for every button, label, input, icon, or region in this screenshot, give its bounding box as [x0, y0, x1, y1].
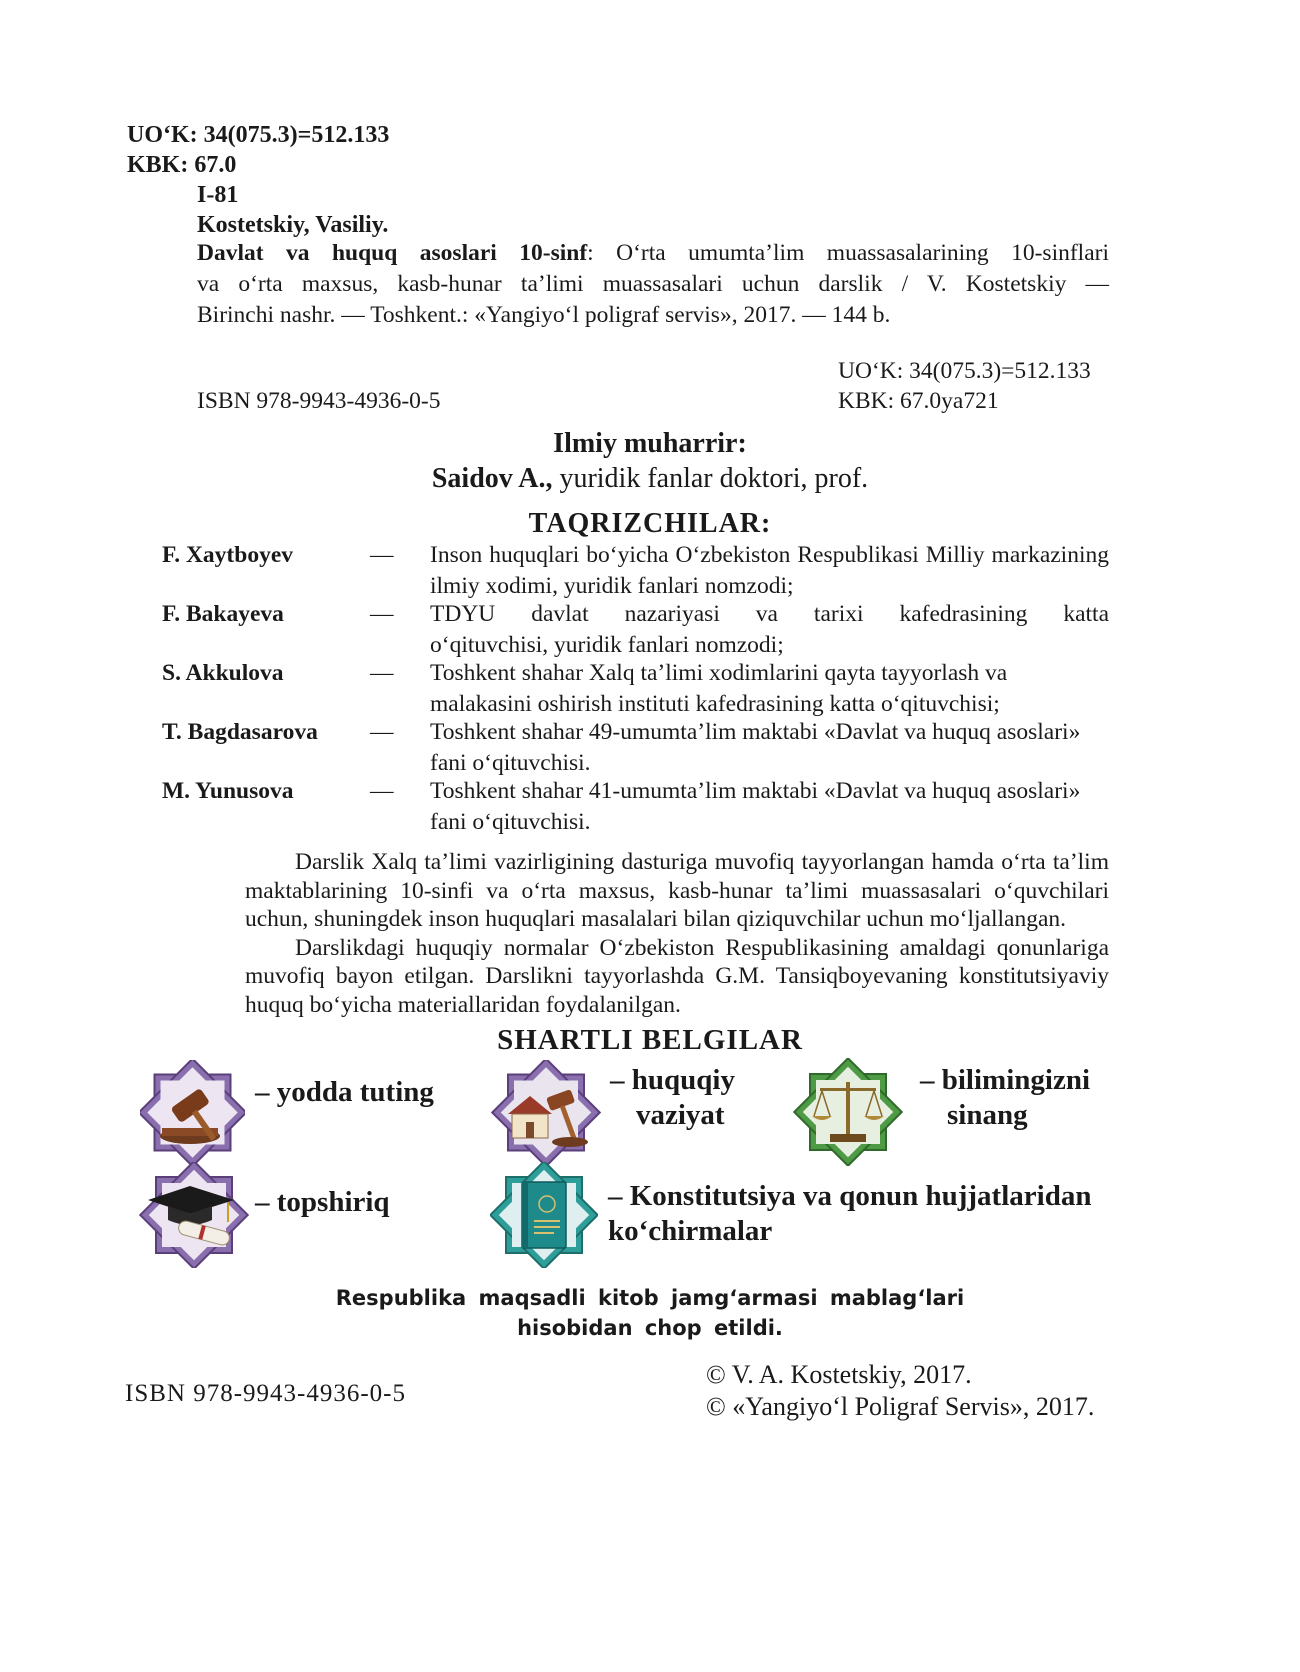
description-line: uchun, shuningdek inson huquqlari masalalari bilan qiziquvchilar uchun mo‘ljallangan. [245, 906, 1066, 932]
reviewer-dash: — [370, 542, 394, 568]
reviewer-desc-line: TDYU davlat nazariyasi va tarixi kafedrasining katta [430, 601, 1109, 627]
bib-line-1 [197, 238, 1109, 269]
reviewer-desc-line: o‘qituvchisi, yuridik fanlari nomzodi; [430, 632, 784, 658]
reviewer-dash: — [370, 778, 394, 804]
reviewer-desc-line: fani o‘qituvchisi. [430, 750, 591, 776]
reviewer-dash: — [370, 719, 394, 745]
copyright-author: © V. A. Kostetskiy, 2017. [706, 1360, 972, 1389]
funding-note-line-1: Respublika maqsadli kitob jamg‘armasi mablag‘lari [335, 1286, 965, 1310]
kbk-right: KBK: 67.0ya721 [838, 388, 999, 414]
description-line: maktablarining 10-sinfi va o‘rta maxsus, kasb-hunar ta’limi muassasalari o‘quvchilari [245, 877, 1109, 904]
house-gavel-icon [490, 1060, 602, 1165]
legend-label: – bilimingizni [920, 1064, 1091, 1096]
bib-line-2: va o‘rta maxsus, kasb-hunar ta’limi muassasalari uchun darslik / V. Kostetskiy — [197, 271, 1109, 297]
legend-label-2: sinang [947, 1099, 1028, 1131]
reviewer-desc-line: Inson huquqlari bo‘yicha O‘zbekiston Respublikasi Milliy markazining [430, 542, 1109, 568]
reviewer-desc-line: fani o‘qituvchisi. [430, 809, 591, 835]
description-line: huquq bo‘yicha materiallaridan foydalanilgan. [245, 991, 681, 1018]
reviewer-name: F. Xaytboyev [162, 542, 293, 568]
reviewer-desc-line: Toshkent shahar 41-umumta’lim maktabi «Davlat va huquq asoslari» [430, 778, 1081, 804]
bib-line-1-rest: : O‘rta umumta’lim muassasalarining 10-sinflari [587, 240, 1109, 266]
reviewer-desc-line: malakasini oshirish instituti kafedrasining katta o‘qituvchisi; [430, 691, 1000, 717]
reviewer-description [430, 599, 1109, 661]
description-line: Darslikdagi huquqiy normalar O‘zbekiston Respublikasining amaldagi qonunlariga [295, 934, 1109, 961]
reviewer-desc-line: Toshkent shahar 49-umumta’lim maktabi «Davlat va huquq asoslari» [430, 719, 1081, 745]
reviewer-description [430, 658, 1030, 720]
constitution-book-icon [490, 1162, 598, 1268]
description-line: muvofiq bayon etilgan. Darslikni tayyorlashda G.M. Tansiqboyevaning konstitutsiyaviy [245, 963, 1109, 989]
editor-name: Saidov A., [431, 463, 553, 494]
reviewer-dash: — [370, 660, 394, 686]
reviewer-dash: — [370, 601, 394, 627]
legend-label: – huquqiy [610, 1064, 735, 1096]
legend-label: – Konstitutsiya va qonun hujjatlaridan [608, 1180, 1092, 1212]
copyright-publisher: © «Yangiyo‘l Poligraf Servis», 2017. [706, 1392, 1095, 1421]
funding-note-line-2: hisobidan chop etildi. [517, 1316, 783, 1340]
bibliographic-description [197, 238, 1109, 331]
kbk-code: KBK: 67.0 [127, 152, 237, 178]
reviewer-desc-line: Toshkent shahar Xalq ta’limi xodimlarini qayta tayyorlash va [430, 660, 1008, 686]
udk-code: UO‘K: 34(075.3)=512.133 [127, 122, 390, 148]
catalog-code: I-81 [197, 182, 239, 208]
reviewer-name: F. Bakayeva [162, 601, 284, 627]
description-line: Darslik Xalq ta’limi vazirligining dasturiga muvofiq tayyorlangan hamda o‘rta ta’lim [295, 849, 1109, 875]
author-name: Kostetskiy, Vasiliy. [197, 212, 389, 238]
reviewer-name: S. Akkulova [162, 660, 284, 686]
reviewer-name: M. Yunusova [162, 778, 294, 804]
graduation-cap-icon [138, 1162, 250, 1268]
book-description [245, 848, 1109, 1019]
editor-credentials: yuridik fanlar doktori, prof. [552, 463, 869, 494]
editor-heading: Ilmiy muharrir: [553, 428, 747, 459]
reviewers-heading: TAQRIZCHILAR: [528, 508, 772, 539]
reviewer-description [430, 717, 1109, 779]
legend-label-2: ko‘chirmalar [608, 1215, 773, 1247]
legend-heading: SHARTLI BELGILAR [497, 1024, 803, 1056]
bib-line-3: Birinchi nashr. — Toshkent.: «Yangiyo‘l poligraf servis», 2017. — 144 b. [197, 302, 891, 328]
legend-label-2: vaziyat [636, 1099, 725, 1131]
isbn-bottom: ISBN 978-9943-4936-0-5 [125, 1380, 407, 1407]
book-title: Davlat va huquq asoslari 10-sinf [197, 240, 588, 266]
gavel-icon [140, 1060, 245, 1165]
legend-label: – topshiriq [255, 1186, 390, 1218]
legend-label: – yodda tuting [255, 1076, 434, 1108]
reviewer-description [430, 540, 1109, 602]
reviewer-description [430, 776, 1109, 838]
scales-icon [792, 1058, 904, 1166]
reviewer-desc-line: ilmiy xodimi, yuridik fanlari nomzodi; [430, 573, 794, 599]
udk-right: UO‘K: 34(075.3)=512.133 [838, 358, 1091, 384]
reviewer-name: T. Bagdasarova [162, 719, 318, 745]
isbn-top: ISBN 978-9943-4936-0-5 [197, 388, 441, 414]
editor-line [0, 461, 1300, 497]
